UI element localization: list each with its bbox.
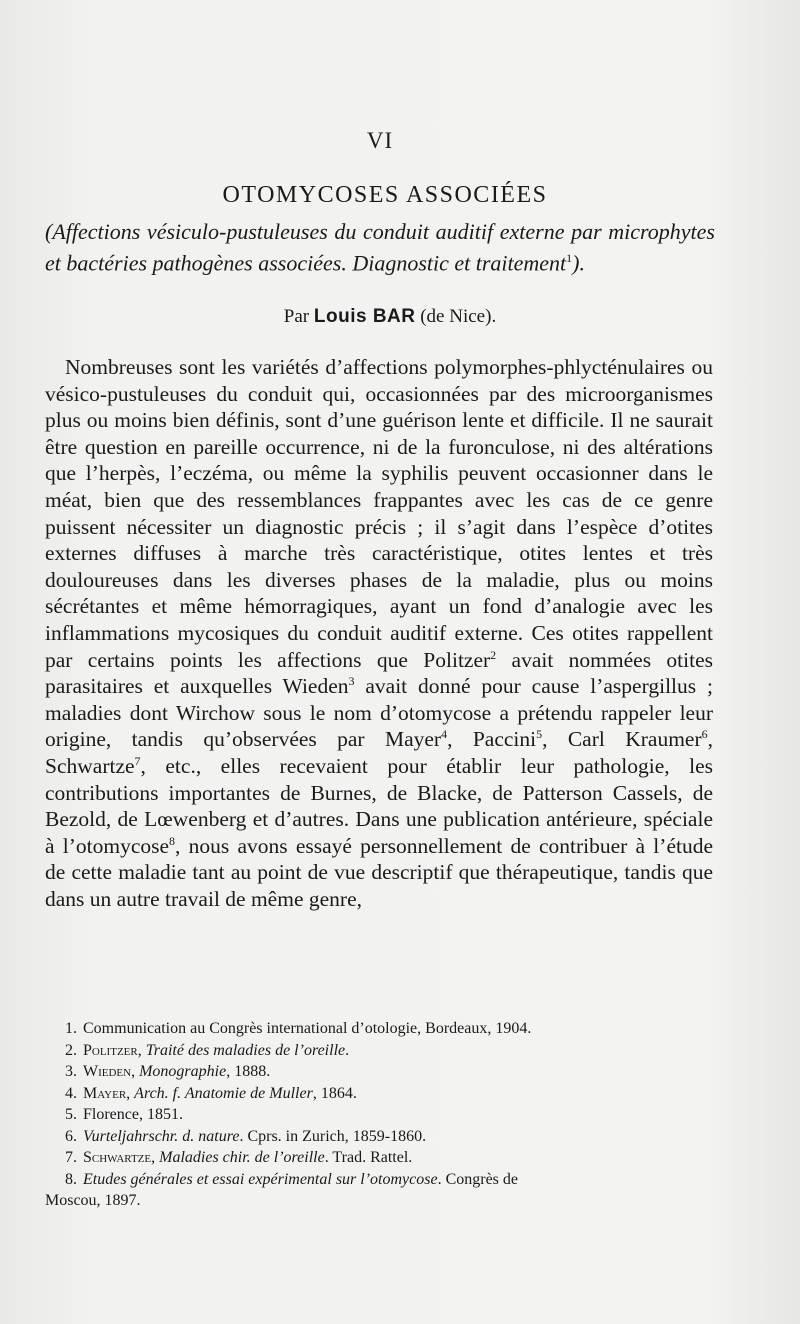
footnote-text <box>83 1147 715 1169</box>
byline-prefix: Par <box>283 306 310 327</box>
footnote-ref: 3 <box>348 673 355 688</box>
footnote-number: 6. <box>65 1127 77 1145</box>
footnote-title: Monographie <box>139 1063 227 1080</box>
footnote <box>45 1126 715 1148</box>
footnote-title: Etudes générales et essai expérimental sur l’otomycose <box>83 1170 438 1188</box>
subtitle-text: Affections vésiculo-pustuleuses du conduit auditif externe par microphytes et bactéries pathogènes associées. Diagnostic et traitement <box>45 219 715 276</box>
footnote-author: Schwartze <box>83 1149 152 1166</box>
footnote-text: Communication au Congrès international d’otologie, Bordeaux, 1904. <box>83 1020 532 1037</box>
footnote-ref: 5 <box>536 727 543 742</box>
footnote-ref: 4 <box>441 727 448 742</box>
footnote-number: 4. <box>65 1084 77 1102</box>
footnote-tail: . Cprs. in Zurich, 1859-1860. <box>239 1127 427 1145</box>
subtitle-footnote-ref: 1 <box>566 251 573 265</box>
footnote-sep: , <box>151 1149 160 1166</box>
footnote-title: Arch. f. Anatomie de Muller <box>134 1084 313 1102</box>
body-text-segment: , etc., elles recevaient pour établir leur pathologie, les contributions importantes de Burnes, de Blacke, de Patterson Cassels, de Bezold, de Lœwenberg et d’autres. Dans une publication antérieure, spéciale à l’otomycose <box>45 753 713 858</box>
author-location: (de Nice). <box>420 306 497 327</box>
body-paragraph <box>45 354 713 912</box>
footnote-number: 7. <box>65 1149 77 1166</box>
body-text-segment: , nous avons essayé personnellement de contribuer à l’étude de cette maladie tant au point de vue descriptif que thérapeutique, tandis que dans un autre travail de même genre, <box>45 833 714 911</box>
footnote-text <box>83 1083 715 1105</box>
footnote-author: Mayer <box>83 1084 127 1102</box>
body-text-segment: avait donné pour cause l’aspergillus ; maladies dont Wirchow sous le nom d’otomycose a prétendu rappeler leur origine, tandis qu’observées par Mayer <box>45 674 713 752</box>
footnotes <box>45 1018 715 1212</box>
footnote-ref: 6 <box>701 727 708 742</box>
author-name: Louis BAR <box>313 306 416 327</box>
footnote-author: Wieden <box>83 1063 132 1080</box>
footnote-continuation: Moscou, 1897. <box>45 1192 141 1209</box>
footnote-ref: 2 <box>490 647 497 662</box>
chapter-number: VI <box>366 128 394 153</box>
subtitle-close-paren: ). <box>572 250 585 276</box>
footnote-sep: , <box>137 1041 146 1059</box>
article-subtitle <box>45 218 715 276</box>
article-title: OTOMYCOSES ASSOCIÉES <box>222 182 548 208</box>
footnote-number: 8. <box>65 1170 77 1188</box>
body-text-segment: , Schwartze <box>45 727 713 778</box>
footnote <box>45 1040 715 1062</box>
footnote-tail: . Trad. Rattel. <box>324 1149 413 1166</box>
footnote-title: Maladies chir. de l’oreille <box>159 1149 325 1166</box>
footnote-ref: 8 <box>169 833 176 848</box>
subtitle-open-paren: ( <box>45 219 53 244</box>
footnote-sep: , <box>126 1084 135 1102</box>
footnote-text <box>83 1169 715 1191</box>
byline <box>0 306 780 328</box>
footnote <box>45 1104 715 1126</box>
footnote-text: Florence, 1851. <box>83 1106 183 1123</box>
footnote-tail: . Congrès de <box>437 1170 519 1188</box>
footnote-number: 3. <box>65 1063 77 1080</box>
body-text-segment: , Carl Kraumer <box>542 727 702 752</box>
footnote <box>45 1061 715 1083</box>
footnote-tail: , 1864. <box>312 1084 357 1102</box>
body-text-segment: avait nommées otites parasitaires et auxquelles Wieden <box>45 647 713 699</box>
footnote-ref: 7 <box>134 753 141 768</box>
footnote-text <box>83 1126 715 1148</box>
footnote-tail: , 1888. <box>226 1063 271 1080</box>
footnote <box>45 1018 715 1040</box>
footnote <box>45 1147 715 1169</box>
body-text-segment: Nombreuses sont les variétés d’affections polymorphes-phlycténulaires ou vésico-pustuleuses du conduit qui, occasionnées par des microorganismes plus ou moins bien définis, sont d’une guérison lente et difficile. Il ne saurait être question en pareille occurrence, ni de la furonculose, ni des altérations que l’herpès, l’eczéma, ou même la syphilis peuvent occasionner dans le méat, bien que des ressemblances frappantes avec les cas de ce genre puissent nécessiter un diagnostic précis ; il s’agit dans l’espèce d’otites externes diffuses à marche très caractéristique, otites lentes et très douloureuses dans les diverses phases de la maladie, plus ou moins sécrétantes et même hémorragiques, ayant un fond d’analogie avec les inflammations mycosiques du conduit auditif externe. Ces otites rappellent par certains points les affections que Politzer <box>45 355 713 672</box>
footnote-text <box>83 1040 715 1062</box>
footnote-number: 1. <box>65 1020 77 1037</box>
footnote-tail: . <box>345 1041 350 1059</box>
footnote-number: 5. <box>65 1106 77 1123</box>
footnote <box>45 1083 715 1105</box>
body-text-segment: , Paccini <box>447 727 537 752</box>
footnote <box>45 1169 715 1191</box>
footnote-title: Traité des maladies de l’oreille <box>145 1041 346 1059</box>
footnote-author: Politzer <box>83 1041 138 1059</box>
footnote-number: 2. <box>65 1041 77 1059</box>
footnote-text <box>83 1061 715 1083</box>
footnote-sep: , <box>131 1063 140 1080</box>
footnote-title: Vurteljahrschr. d. nature <box>83 1127 240 1145</box>
